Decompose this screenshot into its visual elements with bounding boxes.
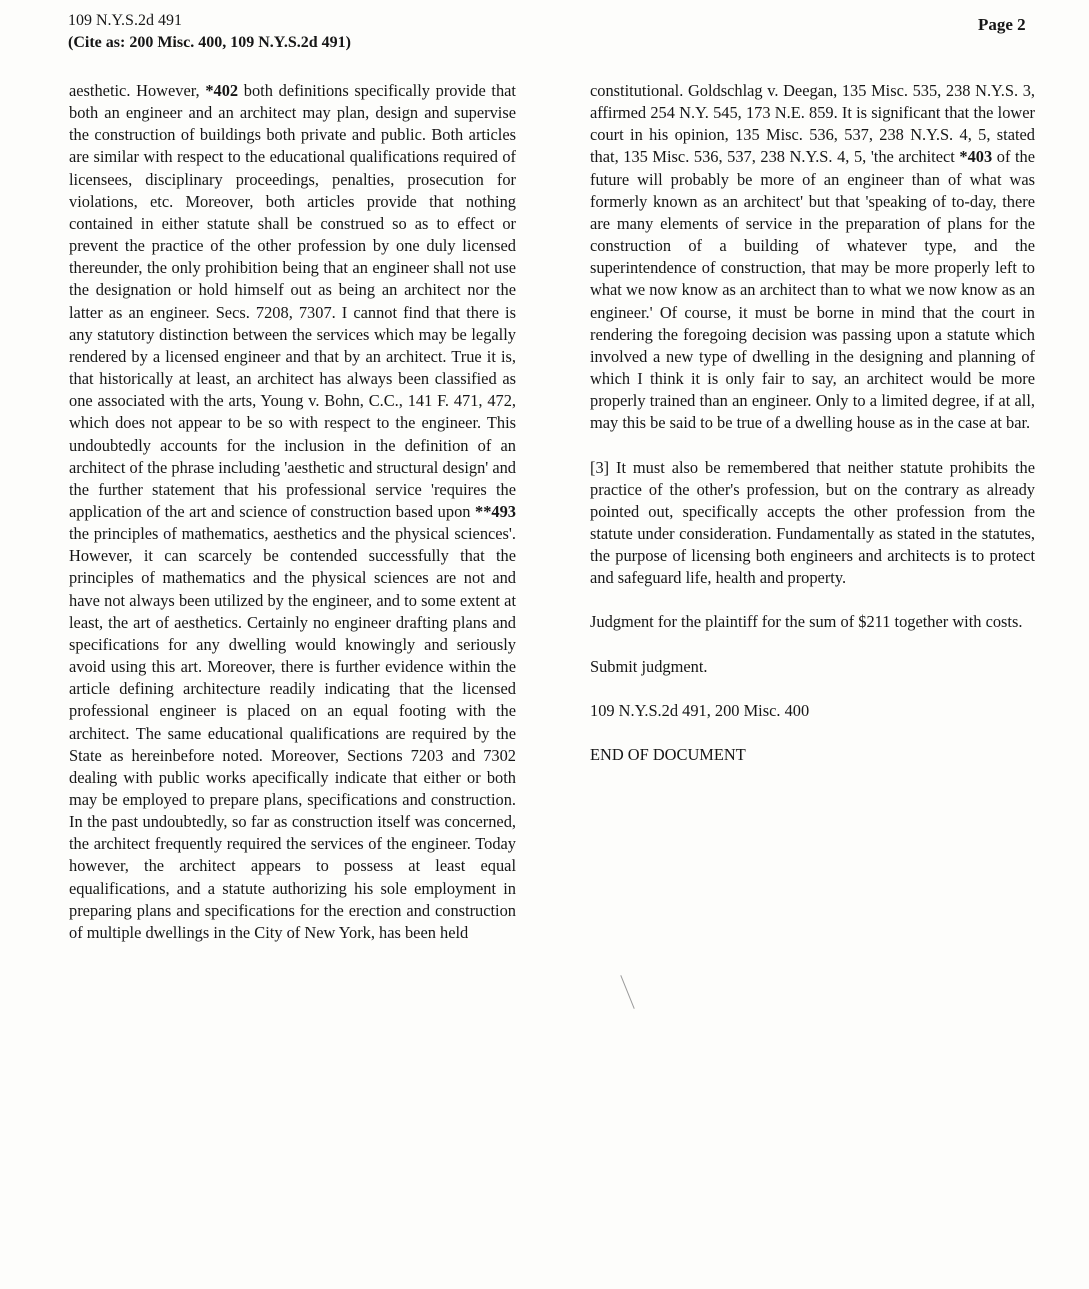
citation-block [68,10,351,54]
end-of-document-line: END OF DOCUMENT [590,744,746,764]
page-number: Page 2 [978,15,1026,34]
star-page-marker: **493 [475,501,516,521]
right-column [590,80,1035,788]
text-segment: aesthetic. However, [69,81,206,100]
text-segment: both definitions specifically provide that both an engineer and an architect may plan, design and supervise the construction of buildings both private and public. Both articles are similar with respect to the educational qualifications required of licensees, disciplinary proceedings, penalties, prosecution for violations, etc. Moreover, both articles provide that nothing contained in either statute shall be construed so as to effect or prevent the practice of the other profession by one duly licensed thereunder, the only prohibition being that an engineer shall not use the designation or hold himself out as being an architect nor the latter as an engineer. Secs. 7208, 7307. I cannot find that there is any statutory distinction between the services which may be legally rendered by a licensed engineer and that by an architect. True it is, that historically at least, an architect has always been classified as one associated with the arts, Young v. Bohn, C.C., 141 F. 471, 472, which does not appear to be so with respect to the engineer. This undoubtedly accounts for the inclusion in the definition of an architect of the phrase including 'aesthetic and structural design' and the further statement that his professional service 'requires the application of the art and science of construction based upon [69,81,516,521]
text-segment: constitutional. Goldschlag v. Deegan, 135 Misc. 535, 238 N.Y.S. 3, affirmed 254 N.Y. 545, 173 N.E. 859. It is significant that the lower court in his opinion, 135 Misc. 536, 537, 238 N.Y.S. 4, 5, stated that, 135 Misc. 536, 537, 238 N.Y.S. 4, 5, 'the architect [590,81,1035,167]
judgment-paragraph: Judgment for the plaintiff for the sum of $211 together with costs. [590,612,1023,632]
scan-artifact-mark [620,975,634,1009]
star-page-marker: *402 [205,81,239,100]
cite-as-line: (Cite as: 200 Misc. 400, 109 N.Y.S.2d 491) [68,34,351,51]
headnote-paragraph: [3] It must also be remembered that neither statute prohibits the practice of the other's profession, but on the contrary as already pointed out, specifically accepts the other profession from the statute under consideration. Fundamentally as stated in the statutes, the purpose of licensing both engineers and architects is to protect and safeguard life, health and property. [590,457,1035,588]
star-page-marker: *403 [959,147,993,167]
opinion-paragraph [69,80,516,944]
parallel-citation-line: 109 N.Y.S.2d 491, 200 Misc. 400 [590,700,810,720]
opinion-paragraph [590,80,1035,435]
submit-judgment-line: Submit judgment. [590,656,708,676]
reporter-citation: 109 N.Y.S.2d 491 [68,12,182,29]
text-segment: the principles of mathematics, aesthetics and the physical sciences'. However, it can scarcely be contended successfully that the principles of mathematics and the physical sciences are not and have not always been utilized by the engineer, and to some extent at least, the art of aesthetics. Certainly no engineer drafting plans and specifications for any dwelling would knowingly and seriously avoid using this art. Moreover, there is further evidence within the article defining architecture readily indicating that the licensed professional engineer is placed on an equal footing with the architect. The same educational qualifications are required by the State as hereinbefore noted. Moreover, Sections 7203 and 7302 dealing with public works apecifically indicate that either or both may be employed to prepare plans, specifications and construction. In the past undoubtedly, so far as construction itself was concerned, the architect frequently required the services of the engineer. Today however, the architect appears to possess at least equal equalifications, and a statute authorizing his sole employment in preparing plans and specifications for the erection and construction of multiple dwellings in the City of New York, has been held [69,524,516,942]
text-segment: of the future will probably be more of an engineer than of what was formerly known as an architect' but that 'speaking of to-day, there are many elements of service in the preparation of plans for the construction of a building of whatever type, and the superintendence of construction, that may be more properly left to what we now know as an architect than to what we now know as an engineer.' Of course, it must be borne in mind that the court in rendering the foregoing decision was passing upon a statute which involved a new type of dwelling in the designing and planning of which I think it is only fair to say, an architect would be more properly trained than an engineer. Only to a limited degree, if at all, may this be said to be true of a dwelling house as in the case at bar. [590,147,1036,433]
left-column [69,80,516,944]
